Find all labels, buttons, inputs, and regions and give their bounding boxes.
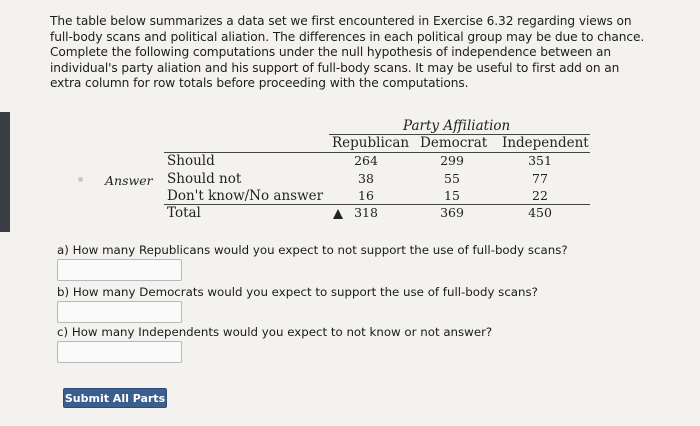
- column-header-independent: Independent: [502, 135, 589, 151]
- cell-should-democrat: 299: [440, 153, 464, 168]
- cell-total-republican: 318: [354, 205, 378, 220]
- column-header-republican: Republican: [332, 135, 410, 151]
- mouse-cursor-icon: [333, 209, 343, 219]
- cell-dontknow-republican: 16: [358, 188, 374, 203]
- answer-b-input[interactable]: [57, 301, 182, 323]
- table-title: Party Affiliation: [403, 118, 511, 134]
- cell-total-independent: 450: [528, 205, 552, 220]
- left-edge-bar: [0, 112, 10, 232]
- cell-should-independent: 351: [528, 153, 552, 168]
- cell-shouldnot-democrat: 55: [444, 171, 460, 186]
- question-a: a) How many Republicans would you expect to not support the use of full-body scans?: [57, 243, 568, 257]
- answer-a-input[interactable]: [57, 259, 182, 281]
- question-c: c) How many Independents would you expect to not know or not answer?: [57, 325, 493, 339]
- row-label-total: Total: [167, 205, 201, 221]
- cell-dontknow-independent: 22: [532, 188, 548, 203]
- answer-c-input[interactable]: [57, 341, 182, 363]
- bullet-dot: [78, 177, 83, 182]
- column-header-democrat: Democrat: [420, 135, 488, 151]
- row-label-should-not: Should not: [167, 171, 242, 187]
- row-label-should: Should: [167, 153, 215, 169]
- cell-shouldnot-republican: 38: [358, 171, 374, 186]
- submit-all-parts-button[interactable]: Submit All Parts: [63, 388, 167, 408]
- cell-total-democrat: 369: [440, 205, 464, 220]
- row-label-dont-know: Don't know/No answer: [167, 188, 324, 204]
- question-b: b) How many Democrats would you expect to support the use of full-body scans?: [57, 285, 538, 299]
- cell-dontknow-democrat: 15: [444, 188, 460, 203]
- row-group-label: Answer: [105, 173, 153, 188]
- cell-shouldnot-independent: 77: [532, 171, 548, 186]
- intro-paragraph: The table below summarizes a data set we first encountered in Exercise 6.32 regarding views on full-body scans and political aliation. The differences in each political group may be due to chance. Complete the following computations under the null hypothesis of independence between an individual's party aliation and his support of full-body scans. It may be useful to first add on an extra column for row totals before proceeding with the computations.: [50, 14, 645, 90]
- cell-should-republican: 264: [354, 153, 378, 168]
